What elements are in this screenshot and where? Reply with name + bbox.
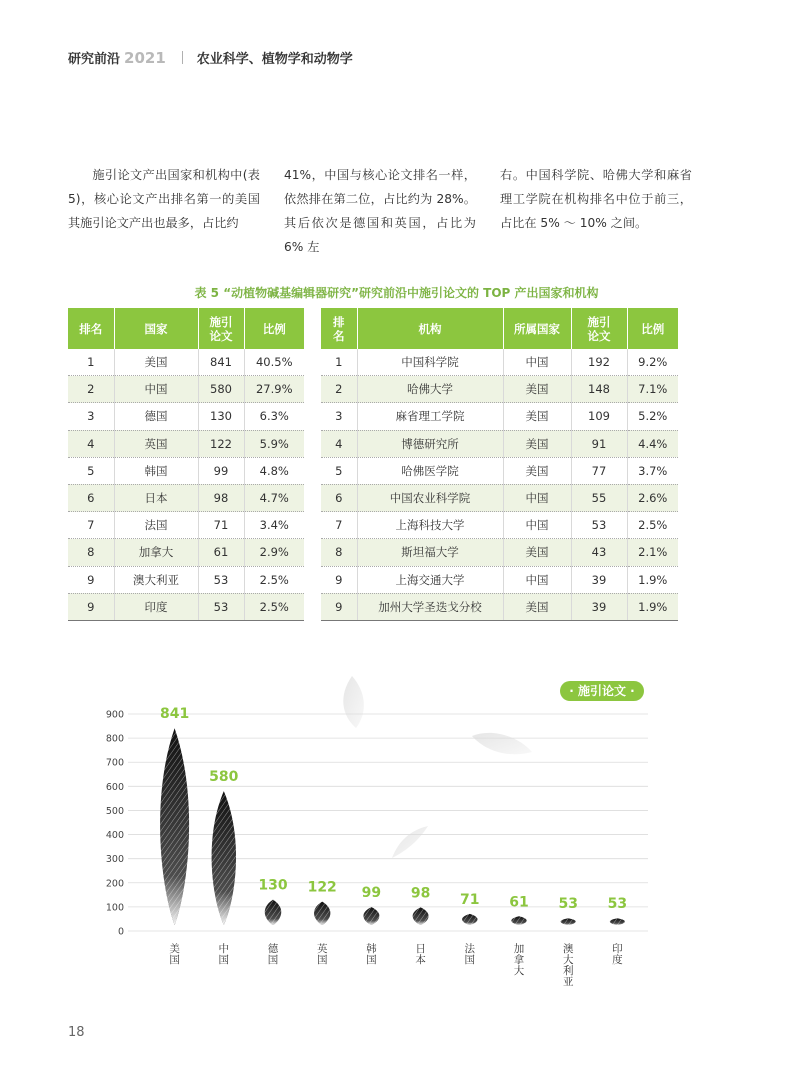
table-cell: 99 (198, 457, 244, 484)
table-cell: 英国 (114, 430, 198, 457)
table-cell: 2.1% (627, 539, 678, 566)
y-tick-label: 700 (105, 757, 124, 769)
table-cell: 8 (68, 539, 114, 566)
legend-label: · 施引论文 · (569, 684, 635, 698)
intro-column-3: 右。中国科学院、哈佛大学和麻省理工学院在机构排名中位于前三，占比在 5% ～ 10% 之间。 (500, 168, 692, 230)
data-label: 98 (410, 885, 431, 902)
table-cell: 哈佛大学 (357, 376, 503, 403)
header-subtitle: 农业科学、植物学和动物学 (196, 52, 353, 67)
x-tick-label: 法 (464, 943, 476, 955)
table-cell: 1 (321, 349, 357, 376)
table-cell: 9.2% (627, 349, 678, 376)
y-tick-label: 600 (105, 781, 124, 793)
header-title: 研究前沿 (68, 52, 121, 67)
table-cell: 61 (198, 539, 244, 566)
x-tick-label: 中 (218, 943, 230, 955)
table-cell: 美国 (503, 403, 571, 430)
table-cell: 4.8% (244, 457, 304, 484)
x-tick-label: 国 (464, 954, 476, 966)
table-cell: 5.9% (244, 430, 304, 457)
x-tick-label: 美 (169, 943, 180, 955)
table-cell: 9 (321, 593, 357, 620)
t2-header-cell: 排 名 (321, 308, 357, 349)
table-cell: 130 (198, 403, 244, 430)
table-cell: 4.4% (627, 430, 678, 457)
t1-header-cell: 比例 (244, 308, 304, 349)
table-cell: 中国 (503, 484, 571, 511)
table-cell: 印度 (114, 593, 198, 620)
table-cell: 2 (321, 376, 357, 403)
x-tick-label: 利 (562, 965, 574, 977)
table-cell: 美国 (114, 349, 198, 376)
table-cell: 5 (68, 457, 114, 484)
bar-fade (462, 914, 477, 925)
table-cell: 2 (68, 376, 114, 403)
table-cell: 148 (571, 376, 627, 403)
table-cell: 9 (68, 593, 114, 620)
bar-fade (363, 907, 379, 925)
table-cell: 77 (571, 457, 627, 484)
table-cell: 53 (198, 593, 244, 620)
table-cell: 4 (321, 430, 357, 457)
data-label: 61 (509, 894, 529, 911)
intro-column-2: 41%，中国与核心论文排名一样，依然排在第二位，占比约为 28%。其后依次是德国和英国，占比为 6% 左 (284, 168, 476, 254)
t2-header-cell: 所属国家 (503, 308, 571, 349)
data-label: 53 (607, 896, 628, 913)
table-caption: 表 5 “动植物碱基编辑器研究”研究前沿中施引论文的 TOP 产出国家和机构 (194, 286, 599, 300)
table-cell: 加拿大 (114, 539, 198, 566)
x-tick-label: 本 (415, 954, 426, 966)
table-cell: 27.9% (244, 376, 304, 403)
table-cell: 8 (321, 539, 357, 566)
table-cell: 美国 (503, 593, 571, 620)
t1-header-cell: 国家 (114, 308, 198, 349)
bar-fade (265, 900, 281, 925)
data-label: 71 (460, 891, 480, 908)
table-cell: 7 (321, 512, 357, 539)
table-cell: 2.5% (627, 512, 678, 539)
table-cell: 55 (571, 484, 627, 511)
table-cell: 德国 (114, 403, 198, 430)
x-tick-label: 德 (267, 943, 279, 955)
data-label: 580 (209, 769, 239, 786)
y-tick-label: 0 (117, 926, 124, 938)
y-tick-label: 300 (105, 854, 124, 866)
table-cell: 澳大利亚 (114, 566, 198, 593)
table-cell: 6 (321, 484, 357, 511)
table-cell: 1.9% (627, 566, 678, 593)
x-tick-label: 拿 (513, 954, 525, 966)
x-tick-label: 韩 (366, 943, 377, 955)
bar-fade (160, 728, 189, 925)
table-cell: 中国 (503, 349, 571, 376)
table-cell: 53 (198, 566, 244, 593)
table-cell: 6 (68, 484, 114, 511)
table-cell: 43 (571, 539, 627, 566)
bar-fade (561, 918, 576, 925)
bar-fade (314, 902, 330, 925)
x-tick-label: 亚 (562, 976, 574, 988)
t2-header-cell: 机构 (357, 308, 503, 349)
table-cell: 53 (571, 512, 627, 539)
table-cell: 39 (571, 593, 627, 620)
table-cell: 91 (571, 430, 627, 457)
x-tick-label: 英 (316, 943, 328, 955)
y-tick-label: 800 (105, 733, 124, 745)
intro-column-1: 施引论文产出国家和机构中(表5)，核心论文产出排名第一的美国其施引论文产出也最多，占比约 (68, 168, 260, 230)
t2-header-cell: 施引 论文 (571, 308, 627, 349)
y-tick-label: 200 (105, 878, 124, 890)
x-tick-label: 印 (612, 943, 623, 955)
bar-fade (610, 918, 625, 925)
table-cell: 韩国 (114, 457, 198, 484)
bar-fade (212, 791, 236, 925)
x-tick-label: 国 (218, 954, 230, 966)
x-tick-label: 大 (562, 954, 574, 966)
table-cell: 7.1% (627, 376, 678, 403)
table-cell: 法国 (114, 512, 198, 539)
table-cell: 3.7% (627, 457, 678, 484)
bar-fade (511, 916, 526, 925)
table-cell: 博德研究所 (357, 430, 503, 457)
table-cell: 上海科技大学 (357, 512, 503, 539)
table-cell: 麻省理工学院 (357, 403, 503, 430)
table-cell: 580 (198, 376, 244, 403)
table-cell: 美国 (503, 430, 571, 457)
y-tick-label: 500 (105, 805, 124, 817)
y-tick-label: 900 (105, 709, 124, 721)
table-cell: 3 (68, 403, 114, 430)
table-cell: 9 (68, 566, 114, 593)
table-cell: 40.5% (244, 349, 304, 376)
table-cell: 7 (68, 512, 114, 539)
decorative-leaf (392, 826, 428, 858)
bar-fade (413, 907, 429, 925)
table-cell: 4.7% (244, 484, 304, 511)
table-cell: 2.9% (244, 539, 304, 566)
x-tick-label: 国 (267, 954, 279, 966)
header-year: 2021 (124, 48, 166, 67)
table-cell: 122 (198, 430, 244, 457)
table-cell: 6.3% (244, 403, 304, 430)
x-tick-label: 度 (612, 954, 623, 966)
table-cell: 上海交通大学 (357, 566, 503, 593)
page-number: 18 (68, 1025, 85, 1040)
table-cell: 1.9% (627, 593, 678, 620)
data-label: 122 (307, 879, 337, 896)
table-cell: 98 (198, 484, 244, 511)
table-cell: 192 (571, 349, 627, 376)
x-tick-label: 加 (513, 943, 525, 955)
data-label: 53 (558, 896, 578, 913)
t1-header-cell: 排名 (68, 308, 114, 349)
table-cell: 5.2% (627, 403, 678, 430)
table-cell: 2.5% (244, 593, 304, 620)
data-label: 841 (159, 706, 190, 723)
table-cell: 美国 (503, 376, 571, 403)
x-tick-label: 日 (415, 943, 426, 955)
table-cell: 2.5% (244, 566, 304, 593)
table-cell: 日本 (114, 484, 198, 511)
y-tick-label: 100 (105, 902, 124, 914)
table-cell: 美国 (503, 457, 571, 484)
table-cell: 4 (68, 430, 114, 457)
data-label: 130 (258, 877, 288, 894)
table-cell: 哈佛医学院 (357, 457, 503, 484)
table-cell: 71 (198, 512, 244, 539)
table-cell: 109 (571, 403, 627, 430)
table-cell: 中国 (503, 512, 571, 539)
table-cell: 2.6% (627, 484, 678, 511)
table-cell: 1 (68, 349, 114, 376)
data-label: 99 (361, 885, 382, 902)
table-cell: 美国 (503, 539, 571, 566)
table-cell: 中国农业科学院 (357, 484, 503, 511)
t1-header-cell: 施引 论文 (198, 308, 244, 349)
table-cell: 5 (321, 457, 357, 484)
table-cell: 9 (321, 566, 357, 593)
table-cell: 中国 (114, 376, 198, 403)
x-tick-label: 澳 (562, 943, 574, 955)
x-tick-label: 国 (316, 954, 328, 966)
table-cell: 中国科学院 (357, 349, 503, 376)
x-tick-label: 国 (169, 954, 180, 966)
table-cell: 841 (198, 349, 244, 376)
table-cell: 39 (571, 566, 627, 593)
t2-header-cell: 比例 (627, 308, 678, 349)
decorative-leaf (343, 676, 364, 728)
x-tick-label: 大 (513, 965, 525, 977)
x-tick-label: 国 (366, 954, 377, 966)
table-cell: 中国 (503, 566, 571, 593)
table-cell: 3 (321, 403, 357, 430)
table-cell: 斯坦福大学 (357, 539, 503, 566)
table-cell: 3.4% (244, 512, 304, 539)
table-cell: 加州大学圣迭戈分校 (357, 593, 503, 620)
y-tick-label: 400 (105, 830, 124, 842)
decorative-leaf (472, 733, 532, 754)
